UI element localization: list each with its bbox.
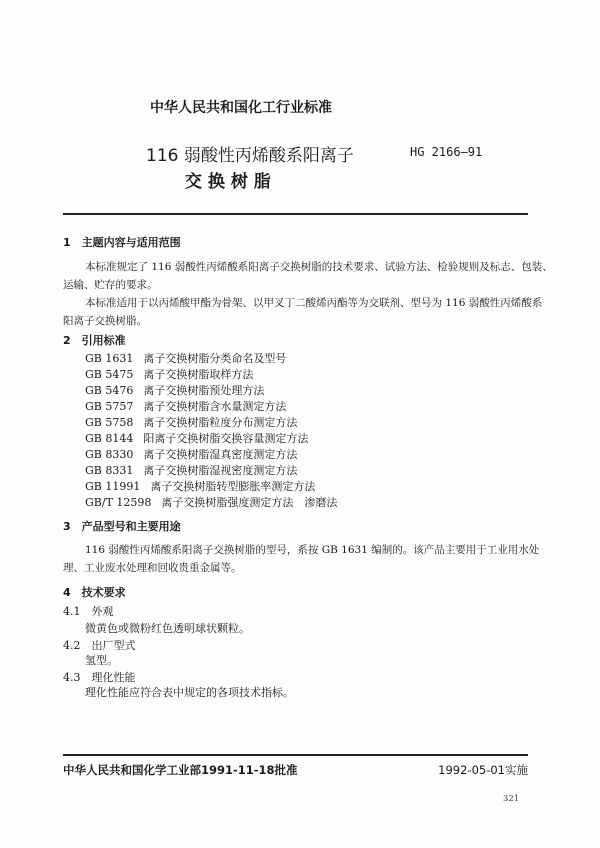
- reference-title: 离子交换树脂湿真密度测定方法: [143, 448, 298, 461]
- reference-code: GB 8331: [85, 464, 134, 477]
- reference-title: 离子交换树脂分类命名及型号: [143, 352, 287, 365]
- reference-item: [85, 481, 315, 492]
- title-line1: 116 弱酸性丙烯酸系阳离子: [146, 146, 354, 166]
- reference-code: GB 11991: [85, 480, 141, 493]
- reference-code: GB/T 12598: [85, 496, 152, 509]
- reference-code: GB 1631: [85, 352, 134, 365]
- reference-code: GB 5758: [85, 416, 134, 429]
- reference-code: GB 5476: [85, 384, 134, 397]
- reference-code: GB 8330: [85, 448, 134, 461]
- section-4-1-heading: 4.1 外观: [63, 605, 114, 618]
- effective-date: 1992-05-01实施: [438, 763, 528, 777]
- reference-item: [85, 401, 286, 412]
- section-3-line2: 理、工业废水处理和回收贵重金属等。: [63, 562, 242, 574]
- section-3-heading: 3 产品型号和主要用途: [63, 520, 181, 533]
- reference-item: [85, 385, 264, 396]
- reference-title: 离子交换树脂强度测定方法 渗磨法: [161, 496, 338, 509]
- approval-line: 中华人民共和国化学工业部1991-11-18批准: [63, 763, 298, 777]
- reference-code: GB 8144: [85, 432, 134, 445]
- reference-item: [85, 465, 297, 476]
- section-1-p2-line2: 阳离子交换树脂。: [63, 315, 147, 327]
- title-line2: 交 换 树 脂: [185, 172, 271, 192]
- reference-item: [85, 433, 308, 444]
- section-4-heading: 4 技术要求: [63, 586, 126, 599]
- section-4-2-text: 氢型。: [85, 654, 118, 667]
- section-1-p1-line2: 运输、贮存的要求。: [63, 279, 158, 291]
- section-2-heading: 2 引用标准: [63, 334, 126, 347]
- header-rule: [63, 213, 528, 215]
- reference-title: 离子交换树脂取样方法: [143, 368, 254, 381]
- reference-code: GB 5475: [85, 368, 134, 381]
- section-3-line1: 116 弱酸性丙烯酸系阳离子交换树脂的型号，系按 GB 1631 编制的。该产品主要用于工业用水处: [85, 544, 540, 556]
- footer-rule: [63, 754, 528, 756]
- section-1-p2-line1: 本标准适用于以丙烯酸甲酯为骨架、以甲叉丁二酸烯丙酯等为交联剂、型号为 116 弱酸性丙烯酸系: [85, 297, 543, 309]
- reference-title: 离子交换树脂粒度分布测定方法: [143, 416, 298, 429]
- reference-item: [85, 353, 286, 364]
- reference-title: 离子交换树脂湿视密度测定方法: [143, 464, 298, 477]
- section-1-heading: 1 主题内容与适用范围: [63, 236, 181, 249]
- section-4-1-text: 微黄色或微粉红色透明球状颗粒。: [85, 622, 250, 635]
- reference-title: 离子交换树脂转型膨胀率测定方法: [150, 480, 316, 493]
- reference-item: [85, 417, 297, 428]
- reference-code: GB 5757: [85, 400, 134, 413]
- section-4-3-heading: 4.3 理化性能: [63, 671, 136, 684]
- issuer: 中华人民共和国化工行业标准: [150, 100, 332, 116]
- reference-title: 阳离子交换树脂交换容量测定方法: [143, 432, 309, 445]
- section-4-3-text: 理化性能应符合表中规定的各项技术指标。: [85, 686, 294, 699]
- reference-item: [85, 449, 297, 460]
- reference-item: [85, 369, 253, 380]
- page-number: 321: [503, 794, 520, 804]
- reference-title: 离子交换树脂含水量测定方法: [143, 400, 287, 413]
- section-1-p1-line1: 本标准规定了 116 弱酸性丙烯酸系阳离子交换树脂的技术要求、试验方法、检验规则及标志、包装、: [85, 261, 553, 273]
- reference-item: [85, 497, 337, 508]
- standard-number: HG 2166—91: [410, 145, 483, 159]
- section-4-2-heading: 4.2 出厂型式: [63, 639, 136, 652]
- reference-title: 离子交换树脂预处理方法: [143, 384, 265, 397]
